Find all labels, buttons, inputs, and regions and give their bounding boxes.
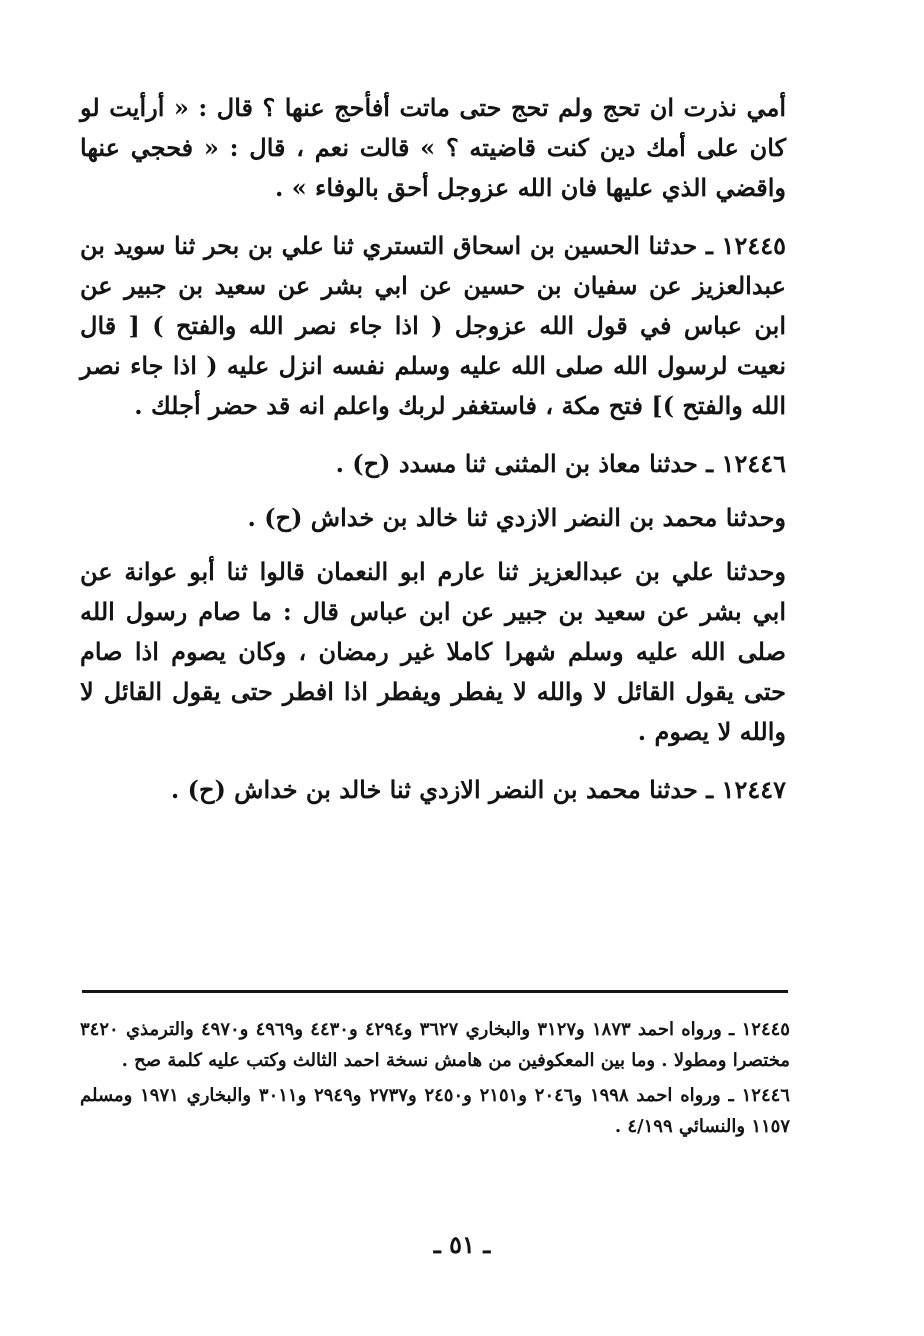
- footnote-divider: [82, 990, 788, 993]
- hadith-12446-paragraph: ١٢٤٤٦ ـ حدثنا معاذ بن المثنى ثنا مسدد (ح) .: [335, 449, 786, 478]
- footnote-12445: ١٢٤٤٥ ـ ورواه احمد ١٨٧٣ و٣١٢٧ والبخاري ٣٦٢٧ و٤٢٩٤ و٤٤٣٠ و٤٩٦٩ و٤٩٧٠ والترمذي ٣٤٢٠ مختصرا ومطولا . وما بين المعكوفين من هامش نسخة احمد الثالث وكتب عليه كلمة صح .: [80, 1019, 790, 1071]
- hadith-continuation-paragraph: أمي نذرت ان تحج ولم تحج حتى ماتت أفأحج عنها ؟ قال : « أرأيت لو كان على أمك دين كنت قاضيته ؟ » قالت نعم ، قال : « فحجي عنها واقضي الذي عليها فان الله عزوجل أحق بالوفاء » .: [80, 93, 786, 202]
- hadith-12446-chain-2: وحدثنا محمد بن النضر الازدي ثنا خالد بن خداش (ح) .: [247, 503, 786, 532]
- hadith-12445-paragraph: ١٢٤٤٥ ـ حدثنا الحسين بن اسحاق التستري ثنا علي بن بحر ثنا سويد بن عبدالعزيز عن سفيان بن حسين عن ابي بشر عن سعيد بن جبير عن ابن عباس في قول الله عزوجل ( اذا جاء نصر الله والفتح ) [ قال نعيت لرسول الله صلى الله عليه وسلم نفسه انزل عليه ( اذا جاء نصر الله والفتح )] فتح مكة ، فاستغفر لربك واعلم انه قد حضر أجلك .: [80, 231, 787, 420]
- footnote-12446: ١٢٤٤٦ ـ ورواه احمد ١٩٩٨ و٢٠٤٦ و٢١٥١ و٢٤٥٠ و٢٧٣٧ و٢٩٤٩ و٣٠١١ والبخاري ١٩٧١ ومسلم ١١٥٧ والنسائي ٤/١٩٩ .: [80, 1085, 790, 1137]
- page-number: ـ ٥١ ـ: [433, 1230, 491, 1259]
- footnotes: [80, 1014, 790, 1142]
- hadith-12447-paragraph: ١٢٤٤٧ ـ حدثنا محمد بن النضر الازدي ثنا خالد بن خداش (ح) .: [170, 775, 786, 804]
- main-text: [80, 88, 786, 810]
- hadith-12446-chain-3: وحدثنا علي بن عبدالعزيز ثنا عارم ابو النعمان قالوا ثنا أبو عوانة عن ابي بشر عن سعيد بن جبير عن ابن عباس قال : ما صام رسول الله صلى الله عليه وسلم شهرا كاملا غير رمضان ، وكان يصوم اذا صام حتى يقول القائل لا والله لا يفطر ويفطر اذا افطر حتى يقول القائل لا والله لا يصوم .: [80, 557, 786, 746]
